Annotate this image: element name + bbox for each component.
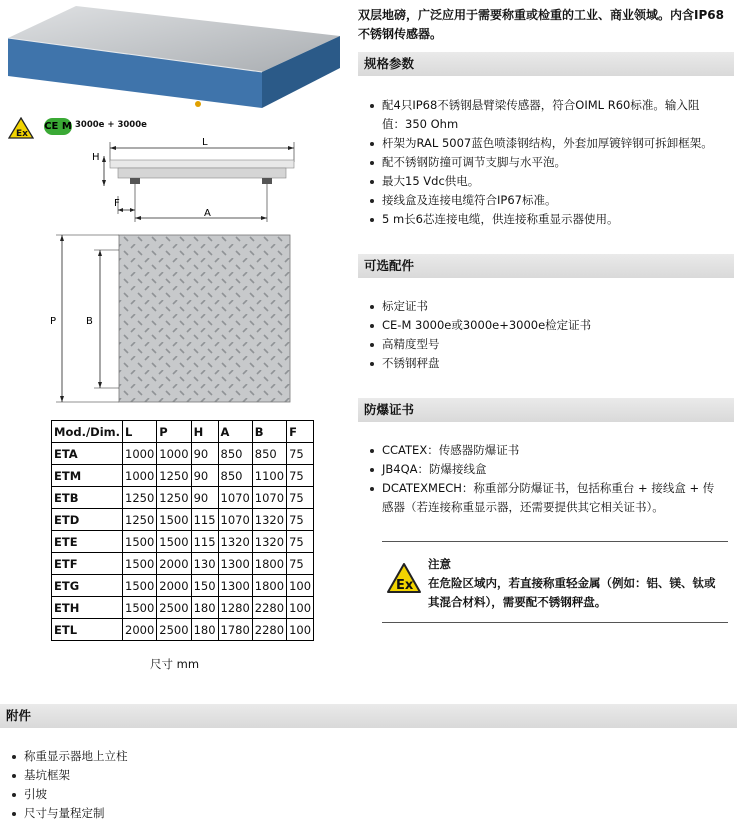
warning-note xyxy=(382,541,728,623)
list-item: JB4QA：防爆接线盒 xyxy=(368,460,734,479)
table-cell: 1070 xyxy=(218,487,252,509)
table-cell: 2500 xyxy=(157,597,191,619)
table-cell: 1800 xyxy=(252,553,286,575)
list-item: 最大15 Vdc供电。 xyxy=(368,172,734,191)
table-header-cell: A xyxy=(218,421,252,443)
table-cell: 180 xyxy=(191,619,218,641)
list-item: 称重显示器地上立柱 xyxy=(10,747,370,766)
list-item: DCATEXMECH：称重部分防爆证书，包括称重台 + 接线盒 + 传 感器（若连接称重显示器，还需要提供其它相关证书）。 xyxy=(368,479,734,517)
table-cell: 1000 xyxy=(157,443,191,465)
table-cell: 1250 xyxy=(123,487,157,509)
table-cell: 1300 xyxy=(218,575,252,597)
table-cell: 100 xyxy=(287,597,314,619)
list-item: 接线盒及连接电缆符合IP67标准。 xyxy=(368,191,734,210)
table-header-cell: F xyxy=(287,421,314,443)
list-item: 高精度型号 xyxy=(368,335,734,354)
table-cell: ETB xyxy=(52,487,123,509)
dim-A-label: A xyxy=(204,208,211,219)
table-cell: 2000 xyxy=(157,575,191,597)
table-cell: 75 xyxy=(287,553,314,575)
table-cell: 90 xyxy=(191,487,218,509)
top-view-drawing xyxy=(46,230,296,410)
table-header-row xyxy=(52,421,314,443)
table-cell: 75 xyxy=(287,487,314,509)
table-cell: 90 xyxy=(191,443,218,465)
dim-P-label: P xyxy=(50,316,57,327)
table-header-cell: B xyxy=(252,421,286,443)
dim-L-label: L xyxy=(202,137,208,148)
note-title: 注意 xyxy=(428,557,451,571)
table-cell: 100 xyxy=(287,575,314,597)
table-cell: 1250 xyxy=(123,509,157,531)
table-cell: 1070 xyxy=(252,487,286,509)
table-cell: 1500 xyxy=(123,575,157,597)
table-cell: 2000 xyxy=(123,619,157,641)
list-item: 不锈钢秤盘 xyxy=(368,354,734,373)
table-cell: 180 xyxy=(191,597,218,619)
list-item: 杆架为RAL 5007蓝色喷漆钢结构，外套加厚镀锌钢可拆卸框架。 xyxy=(368,134,734,153)
table-cell: ETM xyxy=(52,465,123,487)
table-header-cell: Mod./Dim. xyxy=(52,421,123,443)
brand-label: DINI ARGEO xyxy=(148,99,184,106)
dimension-table-wrap xyxy=(51,420,314,641)
table-cell: 1500 xyxy=(157,509,191,531)
note-text: 在危险区域内，若直接称重轻金属（例如：铝、镁、钛或其混合材料），需要配不锈钢秤盘。 xyxy=(428,576,716,609)
table-cell: 75 xyxy=(287,509,314,531)
table-cell: 850 xyxy=(218,443,252,465)
ce-m-cert-icon: CE M xyxy=(44,118,72,135)
list-item: 5 m长6芯连接电缆，供连接称重显示器使用。 xyxy=(368,210,734,229)
table-cell: 1500 xyxy=(123,597,157,619)
list-item: 尺寸与量程定制 xyxy=(10,804,370,823)
table-cell: 1320 xyxy=(218,531,252,553)
svg-text:Ex: Ex xyxy=(396,578,414,593)
dim-H-label: H xyxy=(92,152,100,163)
table-row xyxy=(52,597,314,619)
table-row xyxy=(52,509,314,531)
table-cell: 90 xyxy=(191,465,218,487)
table-cell: 75 xyxy=(287,465,314,487)
table-cell: 115 xyxy=(191,531,218,553)
table-cell: ETF xyxy=(52,553,123,575)
table-cell: 2500 xyxy=(157,619,191,641)
table-cell: ETE xyxy=(52,531,123,553)
side-view-drawing xyxy=(88,134,308,226)
specs-list xyxy=(368,96,734,229)
table-row xyxy=(52,553,314,575)
table-cell: 75 xyxy=(287,443,314,465)
table-cell: 1000 xyxy=(123,465,157,487)
list-item: 基坑框架 xyxy=(10,766,370,785)
list-item: 配4只IP68不锈钢悬臂梁传感器，符合OIML R60标准。输入阻 值：350 Ohm xyxy=(368,96,734,134)
accessories-heading: 附件 xyxy=(0,704,737,728)
table-cell: 75 xyxy=(287,531,314,553)
table-cell: 1500 xyxy=(123,531,157,553)
table-cell: 850 xyxy=(218,465,252,487)
intro-text: 双层地磅，广泛应用于需要称重或检重的工业、商业领域。内含IP68不锈钢传感器。 xyxy=(358,8,724,41)
table-cell: 2280 xyxy=(252,619,286,641)
list-item: CE-M 3000e或3000e+3000e检定证书 xyxy=(368,316,734,335)
options-heading: 可选配件 xyxy=(358,254,734,278)
table-caption: 尺寸 mm xyxy=(150,657,200,671)
table-cell: 1500 xyxy=(123,553,157,575)
dim-F-label: F xyxy=(114,198,120,209)
dim-B-label: B xyxy=(86,316,93,327)
table-cell: 1800 xyxy=(252,575,286,597)
list-item: 配不锈钢防撞可调节支脚与水平泡。 xyxy=(368,153,734,172)
table-cell: 130 xyxy=(191,553,218,575)
table-cell: 1280 xyxy=(218,597,252,619)
table-header-cell: L xyxy=(123,421,157,443)
table-cell: ETD xyxy=(52,509,123,531)
table-cell: 1320 xyxy=(252,509,286,531)
table-cell: 1250 xyxy=(157,487,191,509)
table-row xyxy=(52,531,314,553)
list-item: 标定证书 xyxy=(368,297,734,316)
table-cell: ETA xyxy=(52,443,123,465)
table-cell: 115 xyxy=(191,509,218,531)
list-item: 引坡 xyxy=(10,785,370,804)
table-cell: 1100 xyxy=(252,465,286,487)
atex-heading: 防爆证书 xyxy=(358,398,734,422)
table-cell: 1000 xyxy=(123,443,157,465)
table-row xyxy=(52,465,314,487)
table-row xyxy=(52,575,314,597)
table-cell: ETG xyxy=(52,575,123,597)
accessories-list xyxy=(10,747,370,823)
table-row xyxy=(52,619,314,641)
product-photo xyxy=(0,0,350,115)
table-cell: 850 xyxy=(252,443,286,465)
dimension-table xyxy=(51,420,314,641)
list-item: CCATEX：传感器防爆证书 xyxy=(368,441,734,460)
table-header-cell: H xyxy=(191,421,218,443)
svg-text:Ex: Ex xyxy=(16,129,28,139)
table-cell: 1780 xyxy=(218,619,252,641)
ce-m-cert-text: 3000e + 3000e xyxy=(75,120,147,130)
table-cell: ETL xyxy=(52,619,123,641)
table-cell: ETH xyxy=(52,597,123,619)
table-cell: 2000 xyxy=(157,553,191,575)
atex-list xyxy=(368,441,734,517)
ex-warning-icon xyxy=(386,562,422,594)
options-list xyxy=(368,297,734,373)
table-row xyxy=(52,487,314,509)
table-row xyxy=(52,443,314,465)
table-cell: 1070 xyxy=(218,509,252,531)
table-header-cell: P xyxy=(157,421,191,443)
specs-heading: 规格参数 xyxy=(358,52,734,76)
ex-cert-icon xyxy=(8,117,34,143)
table-cell: 2280 xyxy=(252,597,286,619)
table-cell: 1300 xyxy=(218,553,252,575)
table-cell: 1500 xyxy=(157,531,191,553)
table-cell: 1250 xyxy=(157,465,191,487)
table-cell: 100 xyxy=(287,619,314,641)
table-cell: 1320 xyxy=(252,531,286,553)
table-cell: 150 xyxy=(191,575,218,597)
